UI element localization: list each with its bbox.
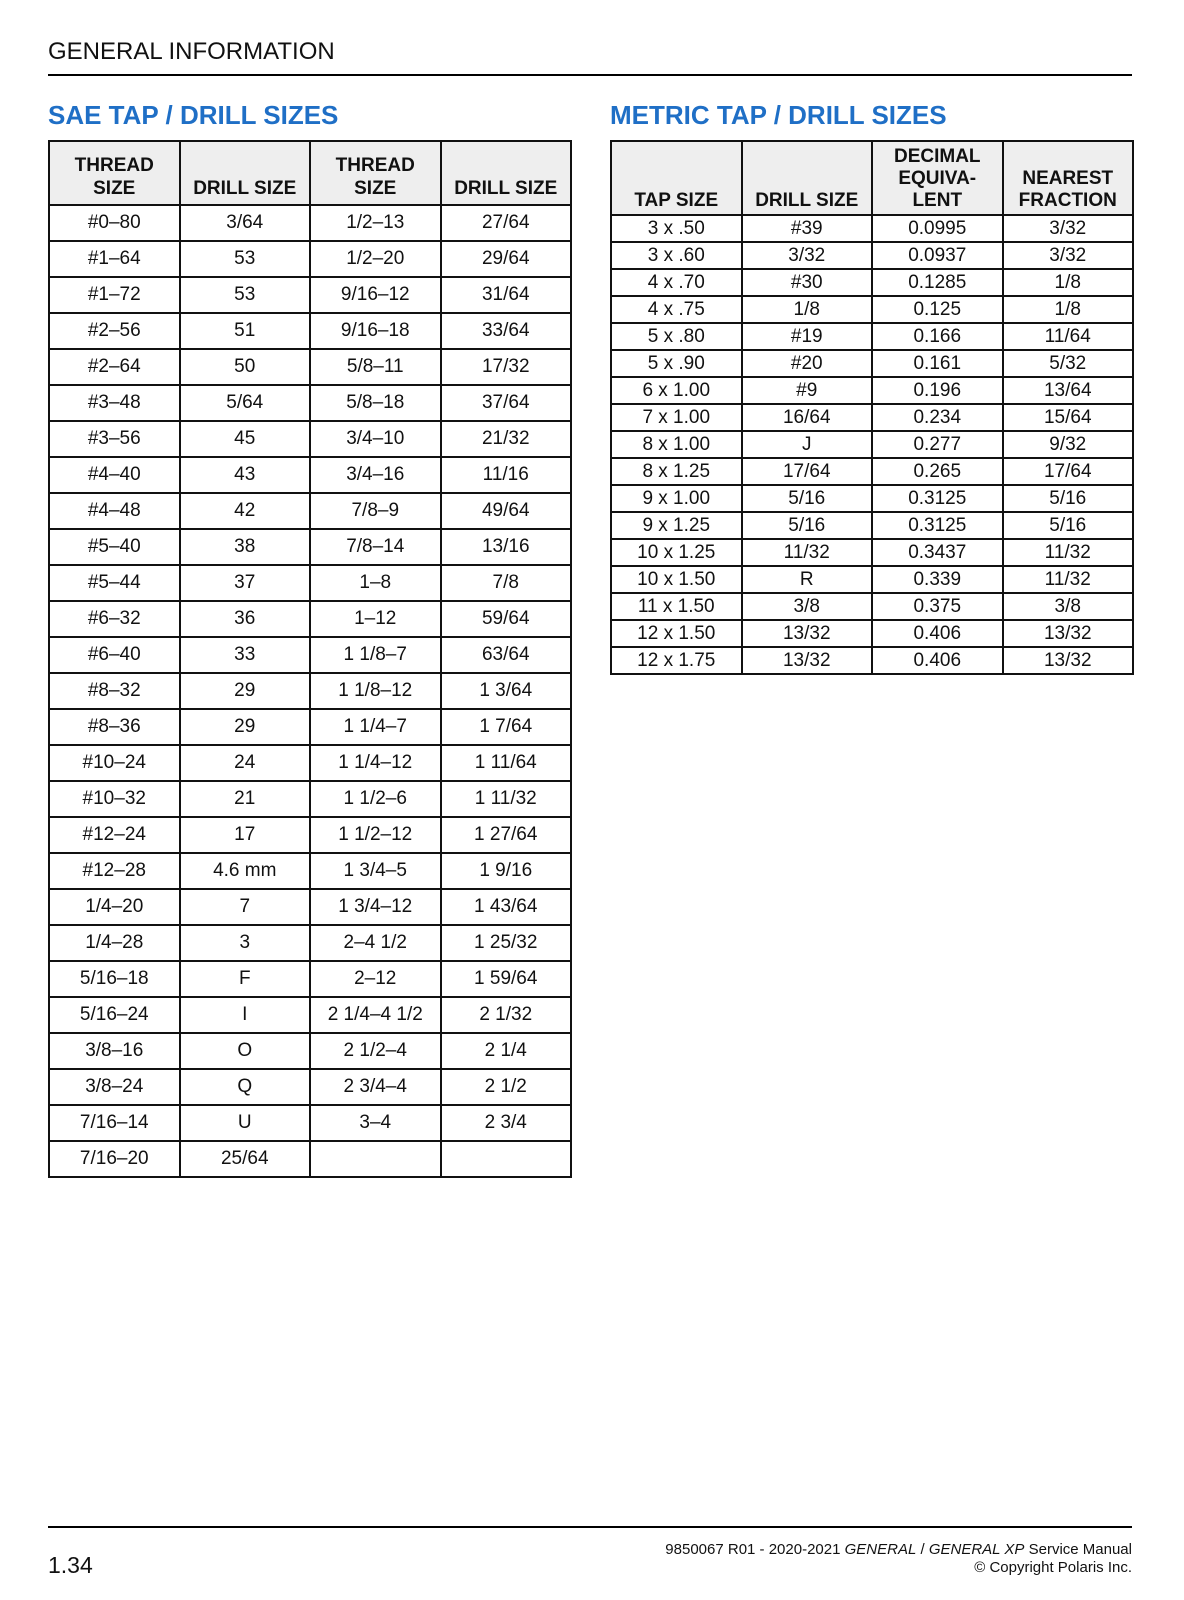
table-row: [49, 1033, 571, 1069]
table-cell: 0.406: [872, 647, 1003, 674]
footer-divider: [48, 1526, 1132, 1528]
table-cell: 1 11/32: [441, 781, 572, 817]
table-cell: 51: [180, 313, 311, 349]
table-cell: 9/32: [1003, 431, 1134, 458]
table-cell: 9/16–12: [310, 277, 441, 313]
doc-code: 9850067 R01 - 2020-2021: [665, 1541, 845, 1558]
table-cell: 42: [180, 493, 311, 529]
model-name-xp: GENERAL XP: [928, 1541, 1025, 1558]
table-cell: 0.339: [872, 566, 1003, 593]
table-cell: 17/32: [441, 349, 572, 385]
table-cell: #9: [742, 377, 873, 404]
table-cell: 1 3/4–5: [310, 853, 441, 889]
footer-manual-info: [665, 1541, 1132, 1577]
table-row: [611, 242, 1133, 269]
table-cell: 1 59/64: [441, 961, 572, 997]
table-cell: 5/16: [1003, 485, 1134, 512]
table-row: [611, 404, 1133, 431]
table-row: [611, 620, 1133, 647]
table-cell: 1 43/64: [441, 889, 572, 925]
table-cell: F: [180, 961, 311, 997]
column-header: THREAD SIZE: [49, 141, 180, 205]
table-cell: #1–64: [49, 241, 180, 277]
table-row: [49, 385, 571, 421]
table-cell: 25/64: [180, 1141, 311, 1177]
table-cell: 10 x 1.50: [611, 566, 742, 593]
table-cell: 11/32: [1003, 566, 1134, 593]
metric-tap-drill-table: [610, 140, 1134, 675]
table-cell: 3/8–24: [49, 1069, 180, 1105]
table-cell: 17/64: [742, 458, 873, 485]
table-cell: #5–44: [49, 565, 180, 601]
table-cell: 7: [180, 889, 311, 925]
table-cell: R: [742, 566, 873, 593]
table-cell: 8 x 1.00: [611, 431, 742, 458]
table-cell: 10 x 1.25: [611, 539, 742, 566]
table-cell: #3–56: [49, 421, 180, 457]
table-cell: 59/64: [441, 601, 572, 637]
table-cell: 49/64: [441, 493, 572, 529]
table-cell: 0.406: [872, 620, 1003, 647]
table-cell: 37/64: [441, 385, 572, 421]
table-row: [49, 313, 571, 349]
table-row: [49, 745, 571, 781]
table-cell: 24: [180, 745, 311, 781]
table-cell: 0.3437: [872, 539, 1003, 566]
table-row: [611, 269, 1133, 296]
column-header: DRILL SIZE: [180, 141, 311, 205]
table-cell: 1 9/16: [441, 853, 572, 889]
sae-tap-drill-table: [48, 140, 572, 1178]
table-cell: 11/16: [441, 457, 572, 493]
table-cell: 5/16: [1003, 512, 1134, 539]
table-cell: I: [180, 997, 311, 1033]
table-cell: 5/32: [1003, 350, 1134, 377]
table-cell: 1 3/4–12: [310, 889, 441, 925]
table-cell: 3/8: [1003, 593, 1134, 620]
table-cell: 7/8: [441, 565, 572, 601]
table-cell: #8–36: [49, 709, 180, 745]
table-row: [49, 673, 571, 709]
table-cell: 9/16–18: [310, 313, 441, 349]
table-row: [49, 241, 571, 277]
table-cell: 0.265: [872, 458, 1003, 485]
column-header: DRILL SIZE: [742, 141, 873, 215]
table-cell: O: [180, 1033, 311, 1069]
table-row: [49, 529, 571, 565]
table-cell: 0.0995: [872, 215, 1003, 242]
table-cell: J: [742, 431, 873, 458]
table-cell: 0.1285: [872, 269, 1003, 296]
table-row: [611, 296, 1133, 323]
table-row: [611, 377, 1133, 404]
table-cell: 1/2–13: [310, 205, 441, 241]
table-row: [49, 709, 571, 745]
table-row: [49, 457, 571, 493]
table-cell: 1 1/8–7: [310, 637, 441, 673]
table-cell: 27/64: [441, 205, 572, 241]
manual-suffix: Service Manual: [1024, 1541, 1132, 1558]
table-row: [49, 637, 571, 673]
table-cell: 16/64: [742, 404, 873, 431]
table-cell: 13/16: [441, 529, 572, 565]
table-cell: 9 x 1.00: [611, 485, 742, 512]
table-cell: 1–8: [310, 565, 441, 601]
table-cell: 31/64: [441, 277, 572, 313]
table-row: [49, 1105, 571, 1141]
table-row: [49, 349, 571, 385]
table-cell: 11/64: [1003, 323, 1134, 350]
running-header-title: GENERAL INFORMATION: [48, 38, 335, 65]
sae-section-title: SAE TAP / DRILL SIZES: [48, 100, 339, 130]
table-cell: 2 1/2–4: [310, 1033, 441, 1069]
table-cell: #10–32: [49, 781, 180, 817]
table-row: [611, 431, 1133, 458]
table-cell: [441, 1141, 572, 1177]
table-cell: 4.6 mm: [180, 853, 311, 889]
table-cell: 1/4–20: [49, 889, 180, 925]
table-row: [611, 512, 1133, 539]
table-cell: 0.125: [872, 296, 1003, 323]
table-cell: 5/16–18: [49, 961, 180, 997]
table-cell: U: [180, 1105, 311, 1141]
table-cell: 1 1/4–12: [310, 745, 441, 781]
table-row: [49, 493, 571, 529]
column-header: DECIMAL EQUIVA- LENT: [872, 141, 1003, 215]
table-cell: 2–12: [310, 961, 441, 997]
table-cell: 9 x 1.25: [611, 512, 742, 539]
column-header: THREAD SIZE: [310, 141, 441, 205]
table-cell: #20: [742, 350, 873, 377]
table-cell: 7/8–9: [310, 493, 441, 529]
table-row: [49, 565, 571, 601]
table-cell: 8 x 1.25: [611, 458, 742, 485]
table-cell: 3/64: [180, 205, 311, 241]
table-cell: 5 x .80: [611, 323, 742, 350]
table-cell: 13/32: [742, 647, 873, 674]
table-row: [611, 593, 1133, 620]
header-divider: [48, 74, 1132, 76]
table-cell: 3/32: [1003, 242, 1134, 269]
table-cell: 36: [180, 601, 311, 637]
model-separator: /: [916, 1541, 929, 1558]
table-cell: #12–28: [49, 853, 180, 889]
table-row: [49, 1069, 571, 1105]
table-row: [49, 1141, 571, 1177]
table-row: [611, 566, 1133, 593]
table-row: [611, 350, 1133, 377]
table-cell: #19: [742, 323, 873, 350]
table-cell: 21: [180, 781, 311, 817]
table-row: [611, 539, 1133, 566]
table-cell: #2–56: [49, 313, 180, 349]
table-cell: 3/4–16: [310, 457, 441, 493]
table-cell: 0.3125: [872, 485, 1003, 512]
table-row: [611, 215, 1133, 242]
column-header: NEAREST FRACTION: [1003, 141, 1134, 215]
table-cell: 33: [180, 637, 311, 673]
table-cell: 0.0937: [872, 242, 1003, 269]
table-cell: 43: [180, 457, 311, 493]
table-cell: 1/8: [742, 296, 873, 323]
table-cell: 2 3/4–4: [310, 1069, 441, 1105]
table-cell: 5/16: [742, 512, 873, 539]
table-cell: 1 1/2–12: [310, 817, 441, 853]
table-cell: 5/8–11: [310, 349, 441, 385]
table-header-row: [611, 141, 1133, 215]
table-cell: 37: [180, 565, 311, 601]
table-cell: 2 3/4: [441, 1105, 572, 1141]
table-cell: 1 11/64: [441, 745, 572, 781]
table-cell: 1/8: [1003, 269, 1134, 296]
table-row: [611, 323, 1133, 350]
table-cell: #39: [742, 215, 873, 242]
table-cell: 1 7/64: [441, 709, 572, 745]
table-cell: 3 x .50: [611, 215, 742, 242]
table-cell: 11 x 1.50: [611, 593, 742, 620]
table-cell: #10–24: [49, 745, 180, 781]
copyright-line: © Copyright Polaris Inc.: [974, 1559, 1132, 1576]
table-cell: 6 x 1.00: [611, 377, 742, 404]
page-number: 1.34: [48, 1552, 93, 1578]
table-cell: 0.375: [872, 593, 1003, 620]
table-cell: 3/4–10: [310, 421, 441, 457]
table-cell: 7 x 1.00: [611, 404, 742, 431]
table-cell: 13/32: [742, 620, 873, 647]
table-cell: 2 1/4–4 1/2: [310, 997, 441, 1033]
table-cell: 1 3/64: [441, 673, 572, 709]
table-row: [49, 277, 571, 313]
table-cell: 1 25/32: [441, 925, 572, 961]
table-cell: 3/8–16: [49, 1033, 180, 1069]
table-cell: 4 x .70: [611, 269, 742, 296]
table-cell: 3: [180, 925, 311, 961]
table-cell: 53: [180, 241, 311, 277]
table-cell: 1 1/2–6: [310, 781, 441, 817]
table-cell: 12 x 1.50: [611, 620, 742, 647]
table-cell: 5/64: [180, 385, 311, 421]
table-cell: #6–40: [49, 637, 180, 673]
table-cell: #12–24: [49, 817, 180, 853]
table-cell: 53: [180, 277, 311, 313]
table-cell: 38: [180, 529, 311, 565]
table-cell: 50: [180, 349, 311, 385]
table-header-row: [49, 141, 571, 205]
table-row: [49, 601, 571, 637]
table-cell: 11/32: [1003, 539, 1134, 566]
table-cell: 33/64: [441, 313, 572, 349]
table-cell: 29: [180, 673, 311, 709]
table-cell: 17/64: [1003, 458, 1134, 485]
table-cell: #8–32: [49, 673, 180, 709]
table-row: [49, 205, 571, 241]
table-cell: Q: [180, 1069, 311, 1105]
table-cell: 2 1/4: [441, 1033, 572, 1069]
table-cell: #3–48: [49, 385, 180, 421]
table-cell: 11/32: [742, 539, 873, 566]
table-cell: 0.277: [872, 431, 1003, 458]
table-row: [49, 997, 571, 1033]
model-name: GENERAL: [844, 1541, 917, 1558]
table-row: [611, 458, 1133, 485]
table-cell: 3–4: [310, 1105, 441, 1141]
table-cell: 29/64: [441, 241, 572, 277]
table-cell: 13/32: [1003, 647, 1134, 674]
table-cell: 2–4 1/2: [310, 925, 441, 961]
table-cell: 3/32: [1003, 215, 1134, 242]
table-cell: 7/16–14: [49, 1105, 180, 1141]
table-row: [49, 925, 571, 961]
table-cell: 15/64: [1003, 404, 1134, 431]
table-cell: #4–48: [49, 493, 180, 529]
footer-manual-line: [665, 1541, 1132, 1559]
table-cell: 7/8–14: [310, 529, 441, 565]
table-cell: 5/16–24: [49, 997, 180, 1033]
table-row: [611, 647, 1133, 674]
table-cell: 5/8–18: [310, 385, 441, 421]
table-cell: 3 x .60: [611, 242, 742, 269]
table-cell: 1 27/64: [441, 817, 572, 853]
table-cell: 0.196: [872, 377, 1003, 404]
table-cell: #2–64: [49, 349, 180, 385]
table-cell: 1/2–20: [310, 241, 441, 277]
table-cell: 1 1/8–12: [310, 673, 441, 709]
table-row: [49, 421, 571, 457]
table-cell: 21/32: [441, 421, 572, 457]
table-row: [49, 817, 571, 853]
table-cell: 1/4–28: [49, 925, 180, 961]
table-cell: #4–40: [49, 457, 180, 493]
table-cell: 2 1/32: [441, 997, 572, 1033]
table-row: [49, 781, 571, 817]
table-cell: 1–12: [310, 601, 441, 637]
table-cell: 4 x .75: [611, 296, 742, 323]
table-row: [49, 889, 571, 925]
table-cell: #0–80: [49, 205, 180, 241]
table-cell: [310, 1141, 441, 1177]
table-cell: #6–32: [49, 601, 180, 637]
table-cell: 3/8: [742, 593, 873, 620]
table-cell: 63/64: [441, 637, 572, 673]
table-cell: 2 1/2: [441, 1069, 572, 1105]
column-header: DRILL SIZE: [441, 141, 572, 205]
metric-section-title: METRIC TAP / DRILL SIZES: [610, 100, 947, 130]
table-row: [49, 961, 571, 997]
column-header: TAP SIZE: [611, 141, 742, 215]
table-cell: 0.3125: [872, 512, 1003, 539]
table-cell: #1–72: [49, 277, 180, 313]
table-cell: 0.166: [872, 323, 1003, 350]
table-cell: #5–40: [49, 529, 180, 565]
table-cell: 5/16: [742, 485, 873, 512]
table-cell: 1 1/4–7: [310, 709, 441, 745]
table-cell: 29: [180, 709, 311, 745]
table-row: [49, 853, 571, 889]
table-cell: 0.234: [872, 404, 1003, 431]
table-cell: 5 x .90: [611, 350, 742, 377]
table-cell: 13/32: [1003, 620, 1134, 647]
table-row: [611, 485, 1133, 512]
table-cell: 13/64: [1003, 377, 1134, 404]
table-cell: 3/32: [742, 242, 873, 269]
table-cell: 17: [180, 817, 311, 853]
table-cell: 1/8: [1003, 296, 1134, 323]
table-cell: 7/16–20: [49, 1141, 180, 1177]
table-cell: 45: [180, 421, 311, 457]
table-cell: 0.161: [872, 350, 1003, 377]
table-cell: #30: [742, 269, 873, 296]
table-cell: 12 x 1.75: [611, 647, 742, 674]
